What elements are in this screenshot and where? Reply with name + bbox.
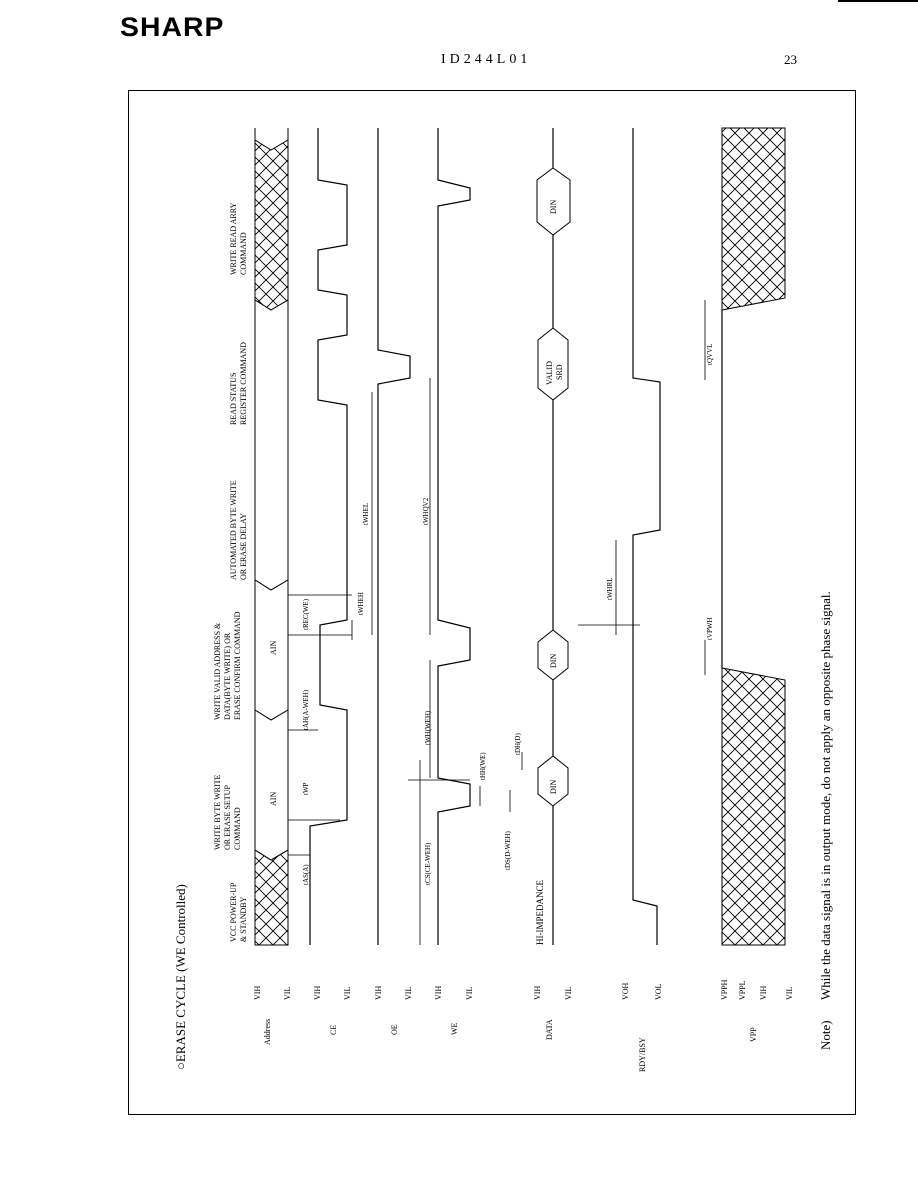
address-waveform (255, 128, 288, 945)
signal-vpp: VPP (749, 1027, 758, 1042)
svg-text:VIH: VIH (253, 985, 262, 1000)
timing-tdh: tDH(D) (514, 733, 522, 755)
svg-text:VIH: VIH (313, 985, 322, 1000)
timing-twp: tWP (302, 782, 310, 795)
din-label-2: DIN (549, 653, 558, 668)
note-text: While the data signal is in output mode, do not apply an opposite phase signal. (818, 591, 833, 1000)
timing-thh: tHH(WE) (479, 752, 487, 780)
phase-3-line-1: WRITE VALID ADDRESS & (213, 622, 222, 720)
phase-5-line-2: REGISTER COMMAND (239, 342, 248, 425)
timing-twhrl: tWHRL (606, 577, 614, 600)
ce-waveform (310, 128, 347, 945)
note-label: Note) (818, 1020, 833, 1050)
phase-2-line-1: WRITE BYTE WRITE (213, 774, 222, 850)
signal-address: Address (263, 1018, 272, 1045)
ain-label-2: AIN (269, 640, 278, 655)
srd-label: SRD (555, 364, 564, 380)
timing-tqvvl: tQVVL (706, 343, 714, 365)
timing-tah: tAH(A-WEH) (302, 689, 310, 730)
brand-logo: SHARP (120, 12, 225, 42)
vpp-waveform (722, 128, 785, 945)
timing-tds: tDS(D-WEH) (504, 831, 512, 870)
phase-2-line-2: OR ERASE SETUP (223, 785, 232, 850)
din-label-1: DIN (549, 779, 558, 794)
svg-text:VIL: VIL (404, 986, 413, 1000)
valid-label: VALID (545, 361, 554, 385)
timing-tas: tAS(A) (302, 864, 310, 885)
timing-labels (302, 344, 714, 885)
phase-3-line-3: ERASE CONFIRM COMMAND (233, 611, 242, 720)
svg-text:VIH: VIH (434, 985, 443, 1000)
svg-text:VPPL: VPPL (738, 980, 747, 1000)
phase-1-line-2: & STANDBY (239, 896, 248, 942)
timing-twhel: tWHEL (362, 502, 370, 525)
signal-names (263, 1019, 758, 1072)
timing-twhqv2: tWHQV2 (422, 497, 430, 525)
svg-text:VOL: VOL (654, 983, 663, 1000)
oe-waveform (378, 128, 410, 945)
phase-6-line-1: WRITE READ ARRY (229, 202, 238, 275)
phase-4-line-1: AUTOMATED BYTE WRITE (229, 480, 238, 580)
phase-5-line-1: READ STATUS (229, 372, 238, 425)
we-waveform (438, 128, 470, 945)
diagram-body (253, 128, 794, 1000)
svg-text:VIL: VIL (564, 986, 573, 1000)
timing-markers (288, 300, 705, 945)
svg-text:VIH: VIH (759, 985, 768, 1000)
phase-2-line-3: COMMAND (233, 807, 242, 850)
timing-twheh: tWHEH (357, 592, 365, 615)
phase-1-line-1: VCC POWER-UP (229, 882, 238, 942)
hi-impedance-label: HI-IMPEDANCE (535, 880, 545, 945)
document-id: ID244L01 (441, 52, 532, 67)
data-waveform (537, 128, 570, 945)
timing-tcs: tCS(CE-WEH) (424, 842, 432, 885)
svg-text:VOH: VOH (621, 982, 630, 1000)
rdy-bsy-waveform (633, 128, 660, 945)
signal-oe: OE (390, 1024, 399, 1035)
svg-text:VIL: VIL (343, 986, 352, 1000)
svg-text:VIH: VIH (533, 985, 542, 1000)
timing-trec: tREC(WE) (302, 598, 310, 630)
phase-6-line-2: COMMAND (239, 232, 248, 275)
signal-ce: CE (329, 1024, 338, 1035)
signal-data: DATA (545, 1019, 554, 1040)
ain-label-1: AIN (269, 791, 278, 806)
timing-tvpwh: tVPWH (706, 617, 714, 640)
phase-4-line-2: OR ERASE DELAY (239, 513, 248, 580)
diagram-title: ○ERASE CYCLE (WE Controlled) (173, 884, 188, 1070)
svg-text:VIL: VIL (283, 986, 292, 1000)
svg-text:VIL: VIL (785, 986, 794, 1000)
phase-3-line-2: DATA(BYTE WRITE) OR (223, 632, 232, 720)
bus-labels (269, 200, 564, 945)
svg-text:VIH: VIH (374, 985, 383, 1000)
signal-rdy-bsy: RDY/BSY (638, 1037, 647, 1072)
svg-text:VPPH: VPPH (720, 979, 729, 1000)
timing-twh: tWH(WEH) (424, 710, 432, 745)
phase-labels (213, 202, 248, 942)
din-label-3: DIN (549, 199, 558, 214)
svg-text:VIL: VIL (465, 986, 474, 1000)
level-labels (253, 979, 794, 1000)
page-number: 23 (784, 52, 797, 67)
signal-we: WE (450, 1022, 459, 1035)
